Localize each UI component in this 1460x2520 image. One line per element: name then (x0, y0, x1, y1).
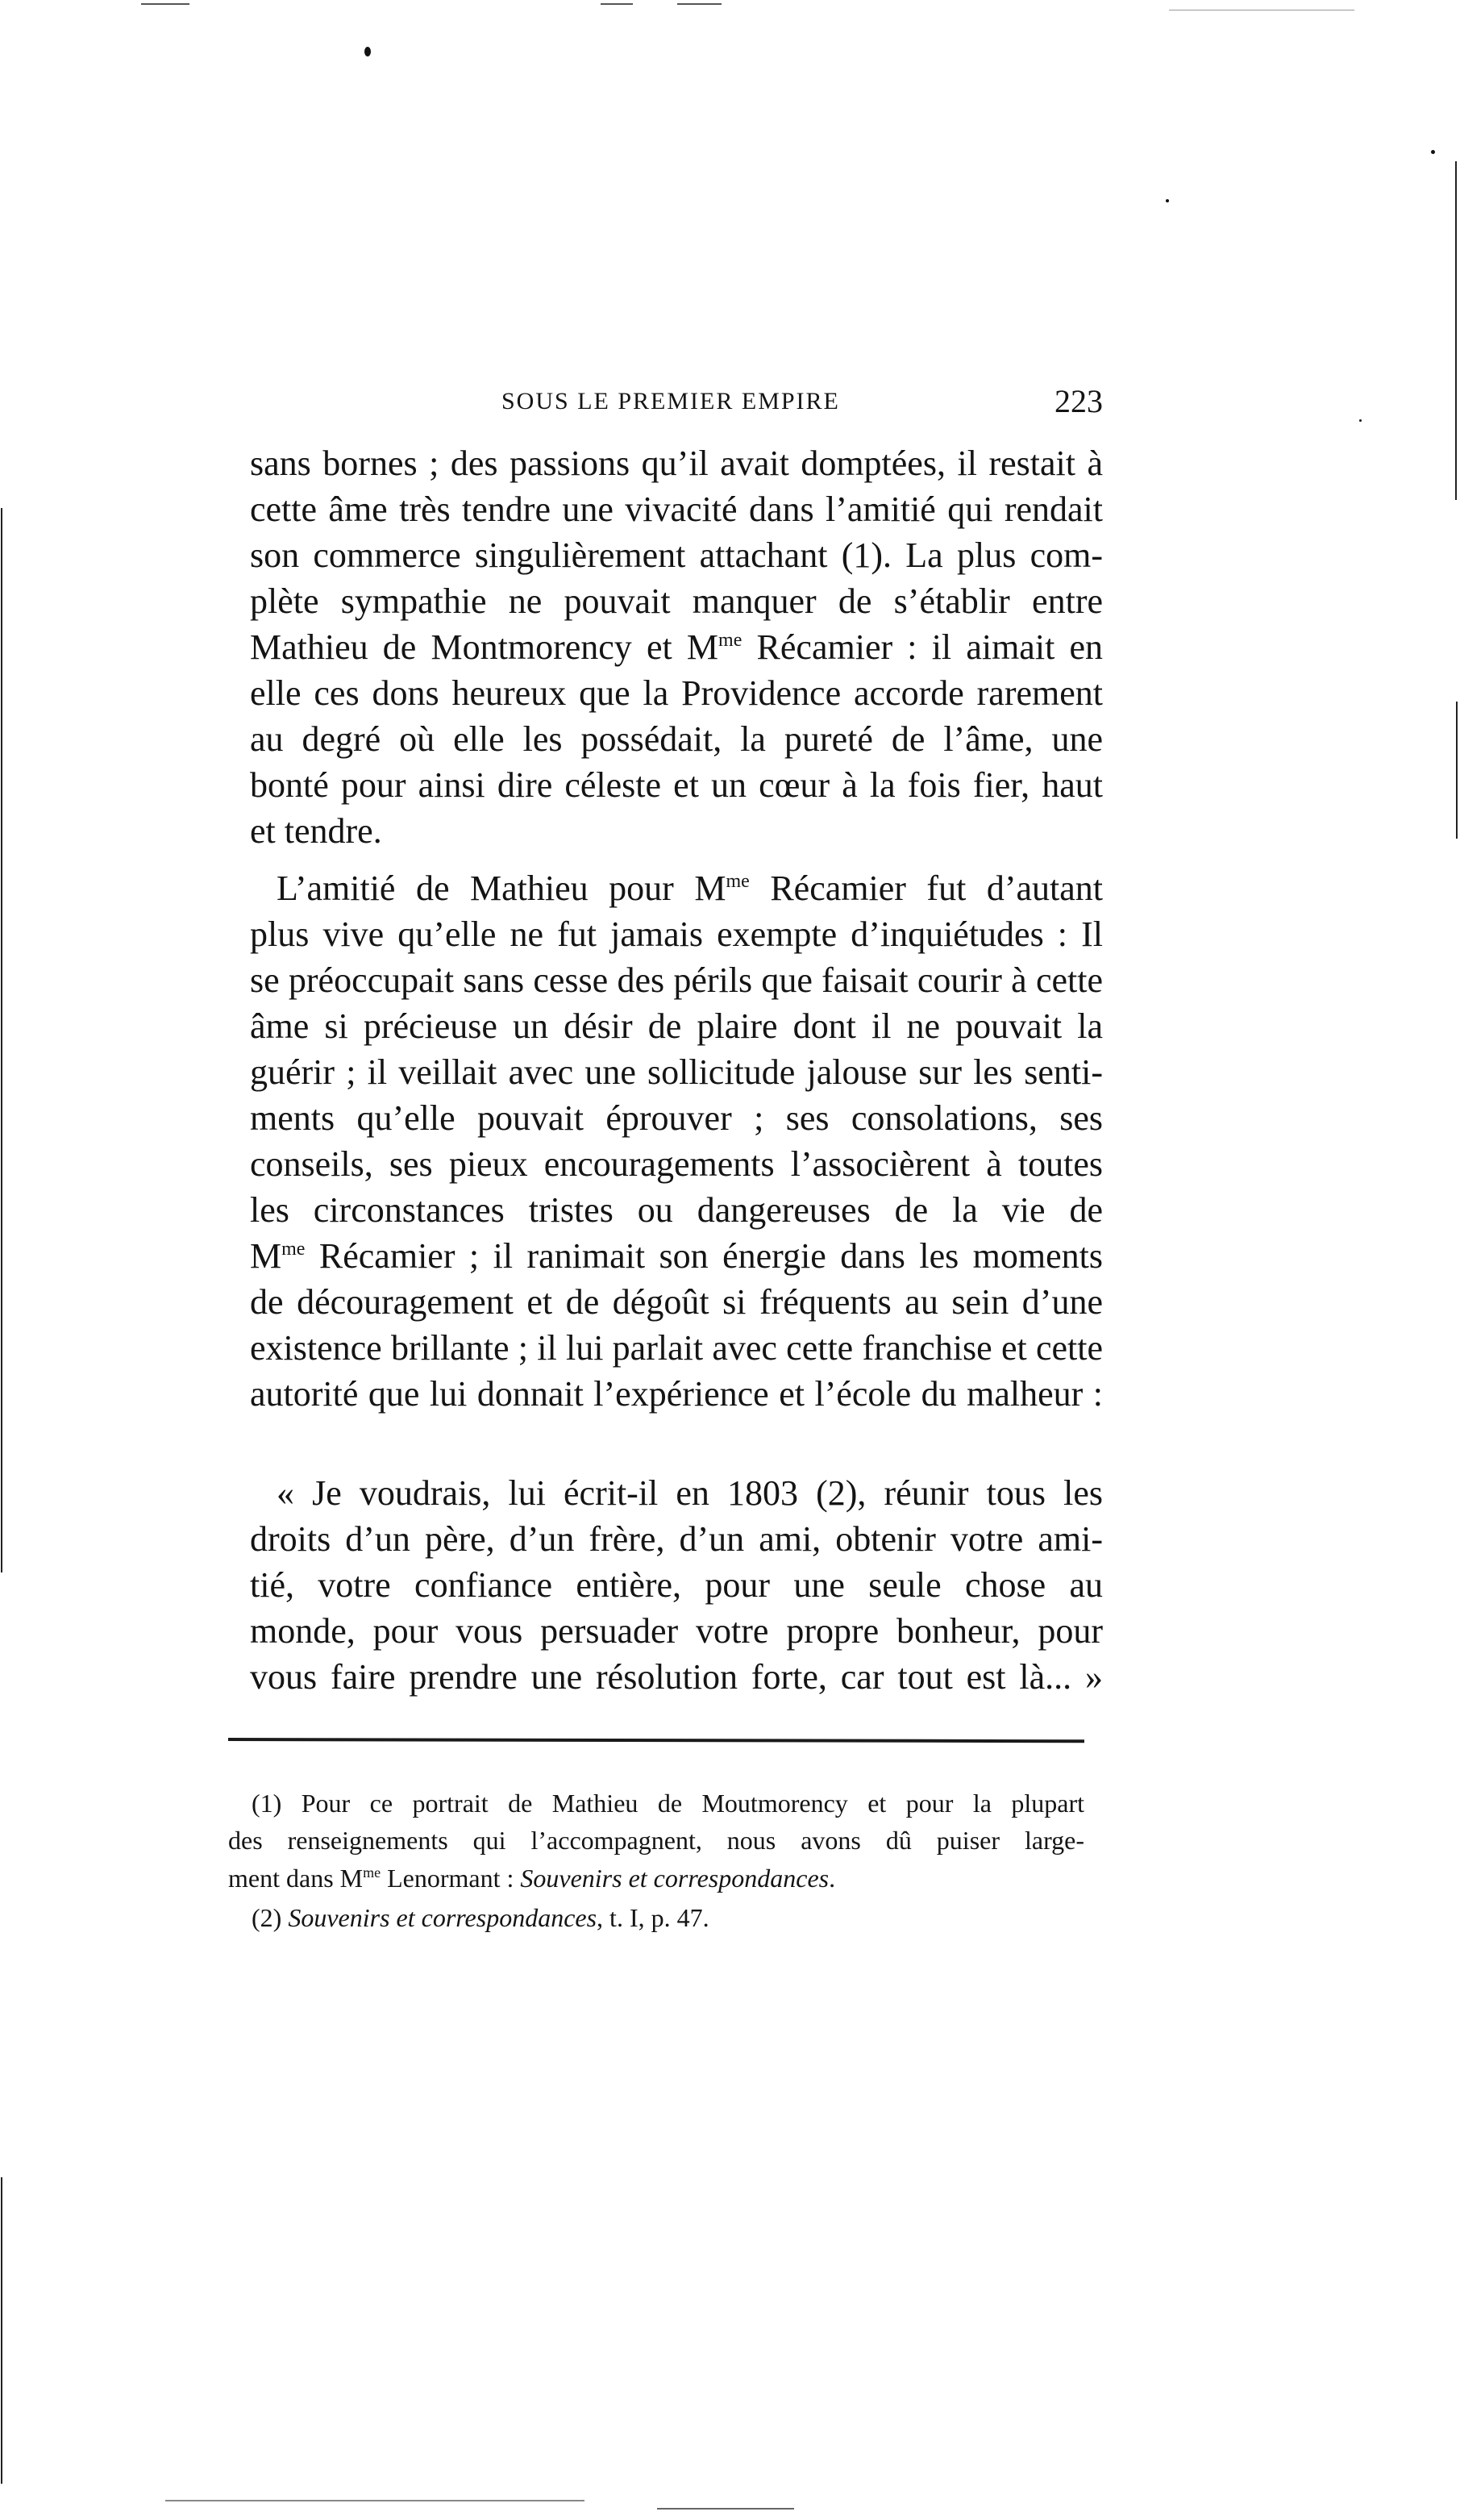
ink-speck (1359, 419, 1362, 422)
ink-speck (364, 47, 371, 56)
text-line: autorité que lui donnait l’expérience et l’école du malheur : (250, 1374, 1103, 1414)
footnote-rule (228, 1738, 1084, 1743)
text-line: se préoccupait sans cesse des périls que faisait courir à cette (250, 960, 1103, 1000)
ink-speck (1431, 150, 1435, 154)
text-line (277, 865, 1103, 911)
text-line: âme si précieuse un désir de plaire dont il ne pouvait la (250, 1006, 1103, 1046)
text-run: Récamier : il aimait en (742, 627, 1103, 667)
text-line: guérir ; il veillait avec une sollicitude jalouse sur les senti- (250, 1052, 1103, 1092)
text-line (250, 624, 1103, 670)
text-run: , t. I, p. 47. (597, 1903, 709, 1932)
superscript-abbrev: me (718, 630, 742, 651)
running-head-title: SOUS LE PREMIER EMPIRE (501, 388, 840, 414)
footnote-1-line: des renseignements qui l’accompagnent, nous avons dû puiser large- (228, 1826, 1084, 1855)
text-line: conseils, ses pieux encouragements l’associèrent à toutes (250, 1144, 1103, 1184)
page-edge-left (1, 2177, 2, 2484)
book-title: Souvenirs et correspondances (520, 1864, 830, 1893)
text-run: Récamier ; il ranimait son énergie dans les moments (305, 1236, 1103, 1276)
text-line: de découragement et de dégoût si fréquents au sein d’une (250, 1282, 1103, 1322)
text-run: ment dans M (228, 1864, 364, 1893)
text-line: droits d’un père, d’un frère, d’un ami, obtenir votre ami- (250, 1519, 1103, 1559)
text-line: « Je voudrais, lui écrit-il en 1803 (2), réunir tous les (277, 1473, 1103, 1513)
footnote-marker: (2) (252, 1903, 289, 1932)
text-line: tié, votre confiance entière, pour une seule chose au (250, 1565, 1103, 1605)
text-line: cette âme très tendre une vivacité dans l’amitié qui rendait (250, 489, 1103, 529)
top-edge-mark (601, 3, 633, 5)
text-line: vous faire prendre une résolution forte, car tout est là... » (250, 1657, 1103, 1697)
superscript-abbrev: me (726, 871, 750, 892)
text-run: . (829, 1864, 836, 1893)
book-title: Souvenirs et correspondances (288, 1903, 597, 1932)
bottom-edge-mark (165, 2500, 584, 2501)
page-edge-right (1456, 702, 1458, 839)
text-line: monde, pour vous persuader votre propre bonheur, pour (250, 1611, 1103, 1651)
page-edge-left (1, 508, 2, 1572)
text-line: sans bornes ; des passions qu’il avait domptées, il restait à (250, 444, 1103, 483)
text-line: existence brillante ; il lui parlait avec cette franchise et cette (250, 1328, 1103, 1368)
footnote-1-line: (1) Pour ce portrait de Mathieu de Moutmorency et pour la plupart (252, 1789, 1084, 1818)
superscript-abbrev: me (363, 1864, 381, 1881)
text-run: L’amitié de Mathieu pour M (277, 868, 726, 908)
text-line: son commerce singulièrement attachant (1). La plus com- (250, 535, 1103, 575)
text-line: au degré où elle les possédait, la pureté de l’âme, une (250, 719, 1103, 759)
text-line: plus vive qu’elle ne fut jamais exempte d’inquiétudes : Il (250, 914, 1103, 954)
text-line: elle ces dons heureux que la Providence accorde rarement (250, 673, 1103, 713)
text-line: plète sympathie ne pouvait manquer de s’établir entre (250, 581, 1103, 621)
bottom-edge-mark (657, 2508, 794, 2510)
superscript-abbrev: me (281, 1239, 306, 1260)
top-edge-mark (677, 3, 722, 5)
text-line: et tendre. (250, 811, 382, 851)
text-line: les circonstances tristes ou dangereuses de la vie de (250, 1190, 1103, 1230)
text-line (250, 1233, 1103, 1279)
text-run: M (250, 1236, 282, 1276)
page-number: 223 (1054, 383, 1103, 419)
footnote-1-line (228, 1859, 1084, 1897)
text-line: bonté pour ainsi dire céleste et un cœur à la fois fier, haut (250, 765, 1103, 805)
top-edge-mark (141, 3, 189, 5)
text-run: Mathieu de Montmorency et M (250, 627, 719, 667)
text-line: ments qu’elle pouvait éprouver ; ses consolations, ses (250, 1098, 1103, 1138)
text-run: Récamier fut d’autant (749, 868, 1103, 908)
text-run: Lenormant : (381, 1864, 521, 1893)
ink-speck (1166, 199, 1169, 202)
footnote-2-line (252, 1898, 1084, 1937)
page-edge-right (1455, 161, 1457, 500)
